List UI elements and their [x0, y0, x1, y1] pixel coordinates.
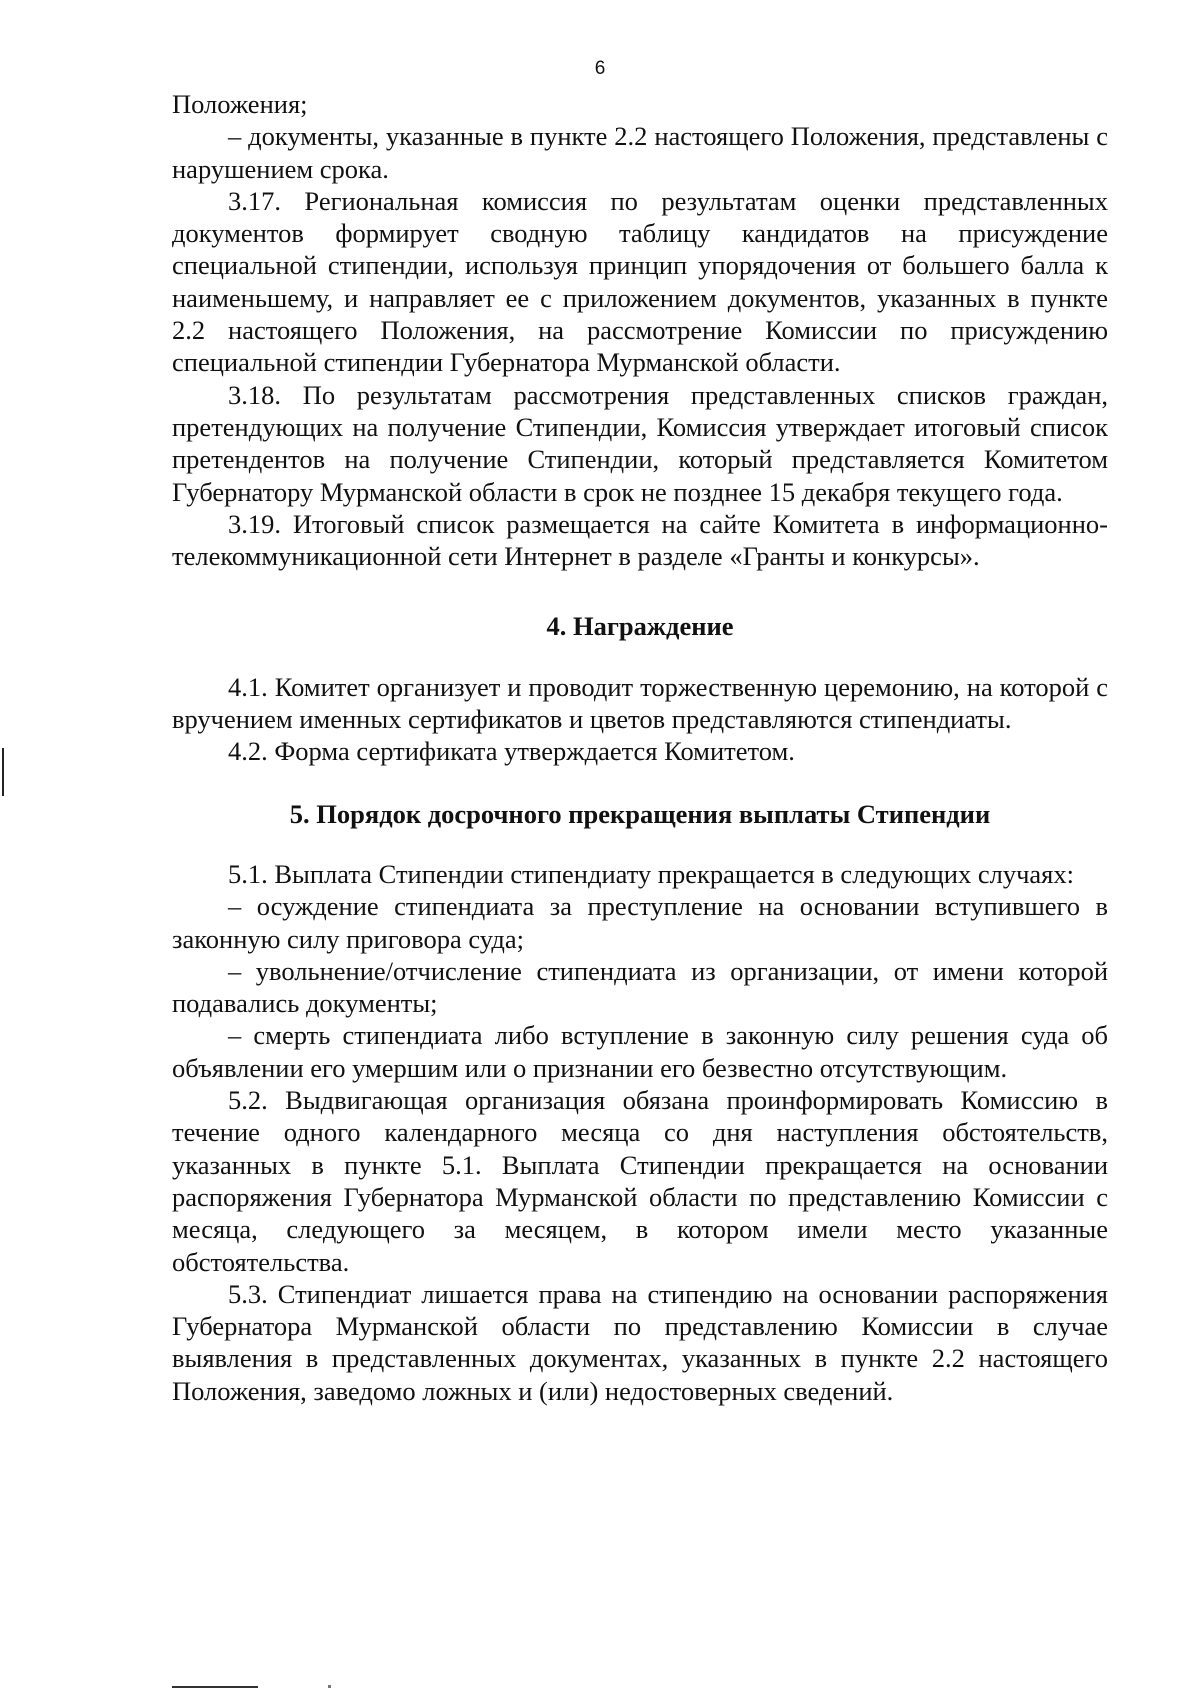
paragraph-3-19: 3.19. Итоговый список размещается на сайте Комитета в информационно-телекоммуникационной сети Интернет в разделе «Гранты и конкурсы».	[172, 508, 1108, 572]
paragraph-4-1: 4.1. Комитет организует и проводит торжественную церемонию, на которой с вручением именных сертификатов и цветов представляются стипендиаты.	[172, 671, 1108, 735]
page-number: 6	[594, 58, 606, 79]
paragraph-5-1: 5.1. Выплата Стипендии стипендиату прекращается в следующих случаях:	[228, 858, 1074, 889]
section-heading-5: 5. Порядок досрочного прекращения выплаты Стипендии	[289, 798, 991, 829]
scan-edge-mark	[328, 1685, 331, 1688]
section-heading-4: 4. Награждение	[546, 611, 734, 642]
paragraph-5-2: 5.2. Выдвигающая организация обязана проинформировать Комиссию в течение одного календарного месяца со дня наступления обстоятельств, указанных в пункте 5.1. Выплата Стипендии прекращается на основании распоряжения Губернатора Мурманской области по представлению Комиссии с месяца, следующего за месяцем, в котором имели место указанные обстоятельства.	[172, 1085, 1108, 1277]
paragraph-list-item: – документы, указанные в пункте 2.2 настоящего Положения, представлены с нарушением срока.	[172, 121, 1108, 184]
paragraph-list-item: – осуждение стипендиата за преступление на основании вступившего в законную силу приговора суда;	[172, 891, 1108, 954]
paragraph-5-3: 5.3. Стипендиат лишается права на стипендию на основании распоряжения Губернатора Мурманской области по представлению Комиссии в случае выявления в представленных документах, указанных в пункте 2.2 настоящего Положения, заведомо ложных и (или) недостоверных сведений.	[172, 1278, 1108, 1406]
document-body	[172, 88, 1108, 1407]
scan-edge-mark	[2, 748, 4, 796]
paragraph-list-item: – увольнение/отчисление стипендиата из организации, от имени которой подавались документы;	[172, 955, 1108, 1019]
paragraph-3-17: 3.17. Региональная комиссия по результатам оценки представленных документов формирует сводную таблицу кандидатов на присуждение специальной стипендии, используя принцип упорядочения от большего балла к наименьшему, и направляет ее с приложением документов, указанных в пункте 2.2 настоящего Положения, на рассмотрение Комиссии по присуждению специальной стипендии Губернатора Мурманской области.	[172, 185, 1108, 378]
paragraph-3-18: 3.18. По результатам рассмотрения представленных списков граждан, претендующих на получение Стипендии, Комиссия утверждает итоговый список претендентов на получение Стипендии, который представляется Комитетом Губернатору Мурманской области в срок не позднее 15 декабря текущего года.	[172, 379, 1108, 507]
paragraph-list-item: – смерть стипендиата либо вступление в законную силу решения суда об объявлении его умершим или о признании его безвестно отсутствующим.	[172, 1020, 1108, 1083]
paragraph-4-2: 4.2. Форма сертификата утверждается Комитетом.	[228, 736, 795, 767]
scan-edge-mark	[172, 1686, 258, 1688]
paragraph-continuation: Положения;	[172, 89, 308, 119]
